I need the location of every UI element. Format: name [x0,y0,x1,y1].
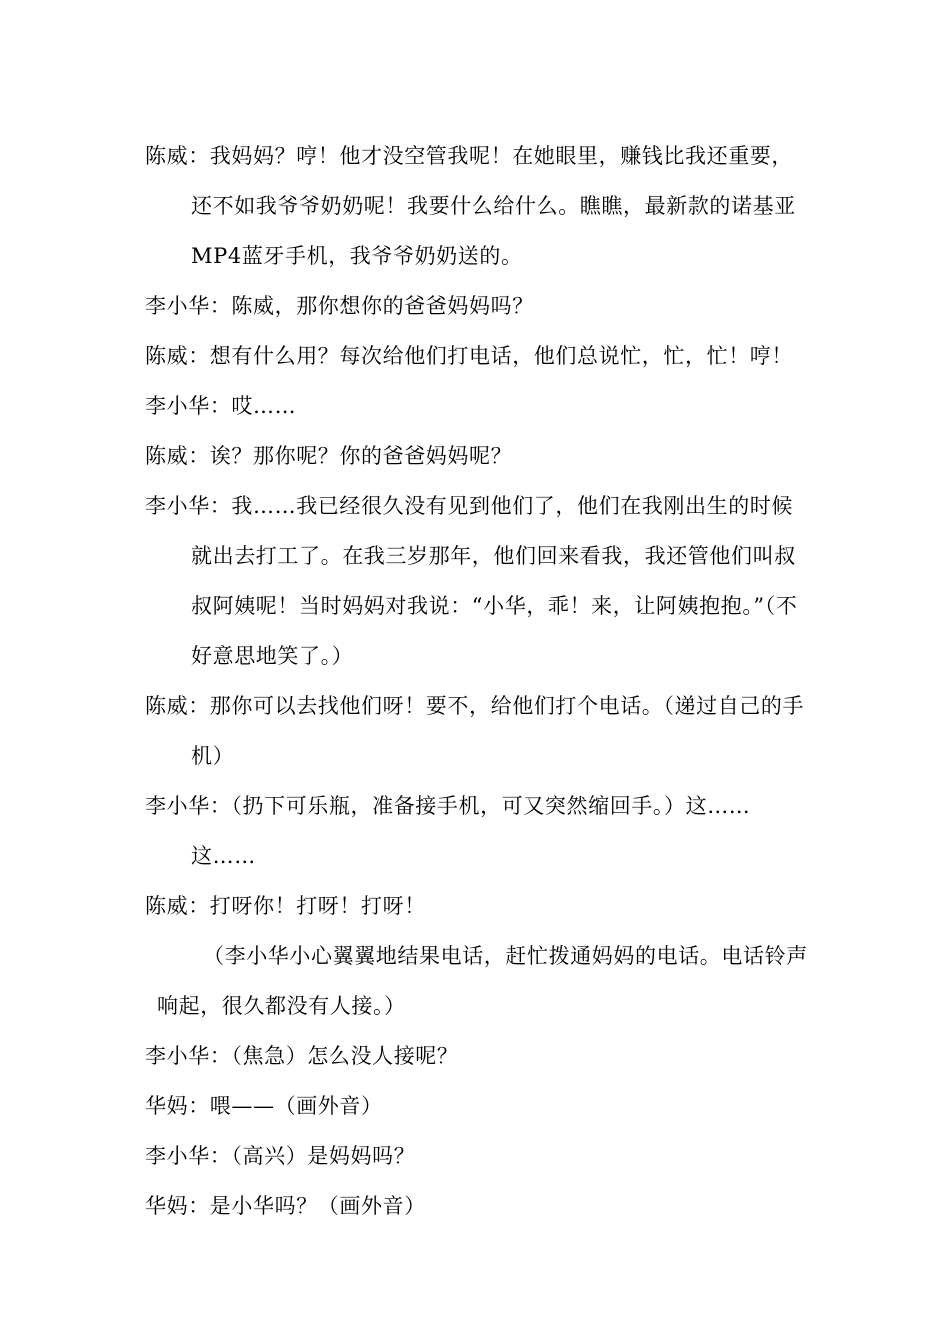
dialogue-line: 陈威：打呀你！打呀！打呀！ [145,894,426,918]
stage-direction-wrap [145,931,810,1031]
dialogue-line: 陈威：想有什么用？每次给他们打电话，他们总说忙，忙，忙！哼！ [145,344,793,368]
script-text [145,131,810,1231]
dialogue-line: 华妈：是小华吗？（画外音） [145,1194,426,1218]
dialogue-line: 陈威：那你可以去找他们呀！要不，给他们打个电话。（递过自己的手机） [145,694,805,768]
dialogue-line: 陈威：诶？那你呢？你的爸爸妈妈呢？ [145,444,513,468]
dialogue-line: 陈威：我妈妈？哼！他才没空管我呢！在她眼里，赚钱比我还重要，还不如我爷爷奶奶呢！我要什么给什么。瞧瞧，最新款的诺基亚MP4蓝牙手机，我爷爷奶奶送的。 [145,144,796,268]
dialogue-line: 李小华：哎…… [145,394,297,418]
dialogue-line: 李小华：我……我已经很久没有见到他们了，他们在我刚出生的时候就出去打工了。在我三岁那年，他们回来看我，我还管他们叫叔叔阿姨呢！当时妈妈对我说：“小华，乖！来，让阿姨抱抱。”（不好意思地笑了。） [145,494,798,668]
dialogue-line: 李小华：（焦急）怎么没人接呢？ [145,1044,459,1068]
dialogue-line: 李小华：（扔下可乐瓶，准备接手机，可又突然缩回手。）这……这…… [145,794,751,868]
dialogue-line: 李小华：（高兴）是妈妈吗？ [145,1144,416,1168]
dialogue-line: 华妈：喂——（画外音） [145,1094,383,1118]
dialogue-line: 李小华：陈威，那你想你的爸爸妈妈吗？ [145,294,534,318]
stage-direction: （李小华小心翼翼地结果电话，赶忙拨通妈妈的电话。电话铃声响起，很久都没有人接。） [157,944,808,1018]
